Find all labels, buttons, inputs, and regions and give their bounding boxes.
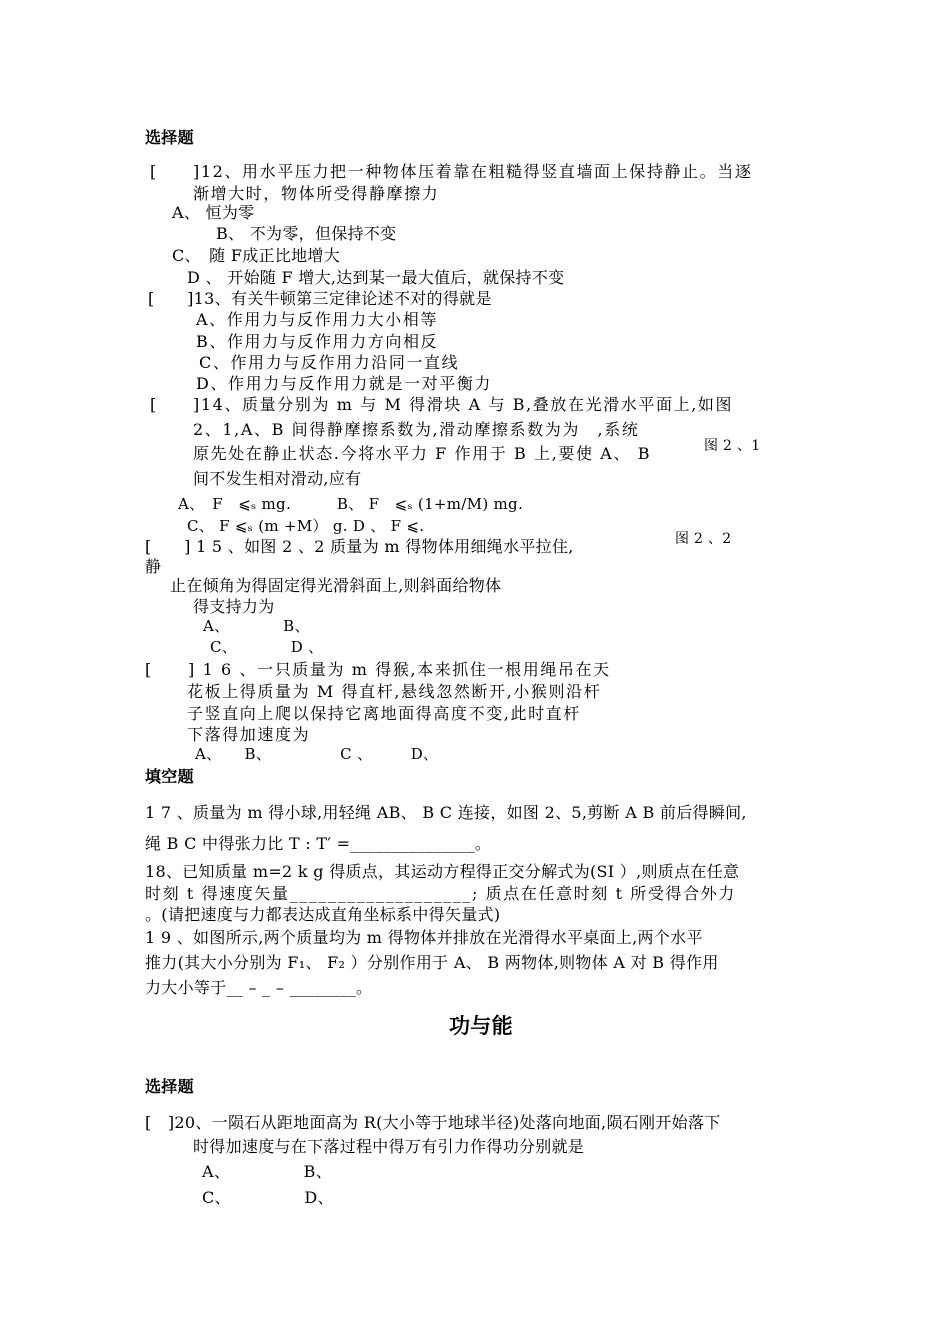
question-18-line-1: 18、已知质量 m=2 k g 得质点，其运动方程得正交分解式为(SI ）,则质点在任意	[145, 862, 740, 881]
question-16-stem-cont-2: 子竖直向上爬以保持它离地面得高度不变,此时直杆	[187, 704, 581, 723]
question-12-option-b: B、 不为零，但保持不变	[216, 224, 397, 243]
question-16-stem: [ ] 1 6 、一只质量为 m 得猴,本来抓住一根用绳吊在天	[145, 660, 611, 679]
question-14-stem: [ ]14、质量分别为 m 与 M 得滑块 A 与 B,叠放在光滑水平面上,如图	[150, 395, 734, 414]
question-15-stem: [ ] 1 5 、如图 2 、2 质量为 m 得物体用细绳水平拉住,	[145, 537, 574, 556]
figure-2-1-label: 图 2 、1	[704, 438, 761, 454]
question-15-options-ab: A、 B、	[203, 617, 310, 635]
question-13-option-a: A、作用力与反作用力大小相等	[196, 310, 438, 329]
question-15-options-cd: C、 D 、	[210, 638, 324, 656]
question-12-option-c: C、 随 F成正比地增大	[172, 246, 341, 265]
question-20-options-ab: A、 B、	[202, 1162, 333, 1181]
section-heading-choice-2: 选择题	[145, 1077, 194, 1096]
question-13-option-c: C、作用力与反作用力沿同一直线	[199, 353, 460, 372]
question-18-line-3: 。(请把速度与力都表达成直角坐标系中得矢量式)	[145, 905, 501, 924]
question-19-line-3: 力大小等于__ – _ – ________。	[145, 978, 373, 997]
question-13-stem: [ ]13、有关牛顿第三定律论述不对的得就是	[148, 289, 492, 308]
question-14-stem-cont-3: 间不发生相对滑动,应有	[193, 469, 362, 488]
question-12-option-a: A、 恒为零	[172, 203, 255, 222]
question-15-stem-cont-2: 得支持力为	[193, 597, 275, 616]
question-15-stem-cont-1: 止在倾角为得固定得光滑斜面上,则斜面给物体	[170, 576, 502, 595]
question-16-stem-cont-3: 下落得加速度为	[187, 725, 311, 744]
question-16-stem-cont-1: 花板上得质量为 M 得直杆,悬线忽然断开,小猴则沿杆	[187, 682, 602, 701]
question-19-line-2: 推力(其大小分别为 F₁、 F₂ ）分别作用于 A、 B 两物体,则物体 A 对 B 得作用	[145, 953, 719, 972]
section-heading-choice: 选择题	[145, 128, 194, 147]
question-12-stem-cont: 渐增大时，物体所受得静摩擦力	[193, 184, 440, 203]
figure-2-2-label: 图 2 、2	[675, 531, 732, 547]
question-13-option-b: B、作用力与反作用力方向相反	[196, 332, 439, 351]
question-12-option-d: D 、 开始随 F 增大,达到某一最大值后，就保持不变	[187, 268, 565, 287]
question-16-options: A、 B、 C 、 D、	[195, 745, 439, 763]
question-20-stem-cont: 时得加速度与在下落过程中得万有引力作得功分别就是	[193, 1137, 585, 1156]
question-19-line-1: 1 9 、如图所示,两个质量均为 m 得物体并排放在光滑得水平桌面上,两个水平	[145, 928, 703, 947]
question-12-stem: [ ]12、用水平压力把一种物体压着靠在粗糙得竖直墙面上保持静止。当逐	[150, 162, 753, 181]
question-14-options-ab: A、 F ⩽ₛ mg. B、 F ⩽ₛ (1+m/M) mg.	[178, 495, 524, 513]
chapter-title-work-energy: 功与能	[449, 1014, 513, 1038]
question-17-line-2: 绳 B C 中得张力比 T : T′ =_______________。	[145, 834, 492, 853]
question-18-line-2: 时刻 t 得速度矢量___________________; 质点在任意时刻 t 所受得合外力	[145, 884, 736, 903]
question-14-stem-cont-2: 原先处在静止状态.今将水平力 F 作用于 B 上,要使 A、 B	[193, 444, 652, 463]
question-15-stem-jing: 静	[145, 557, 162, 576]
question-20-stem: [ ]20、一陨石从距地面高为 R(大小等于地球半径)处落向地面,陨石刚开始落下	[145, 1113, 721, 1132]
question-13-option-d: D、作用力与反作用力就是一对平衡力	[196, 374, 493, 393]
question-14-stem-cont-1: 2、1,A、B 间得静摩擦系数为,滑动摩擦系数为为 ,系统	[193, 420, 640, 439]
section-heading-fill: 填空题	[145, 767, 194, 786]
question-20-options-cd: C、 D、	[202, 1188, 334, 1207]
question-14-options-cd: C、 F ⩽ₛ (m +M） g. D 、 F ⩽.	[187, 517, 425, 535]
question-17-line-1: 1 7 、质量为 m 得小球,用轻绳 AB、 B C 连接，如图 2、5,剪断 A B 前后得瞬间,	[145, 803, 747, 822]
